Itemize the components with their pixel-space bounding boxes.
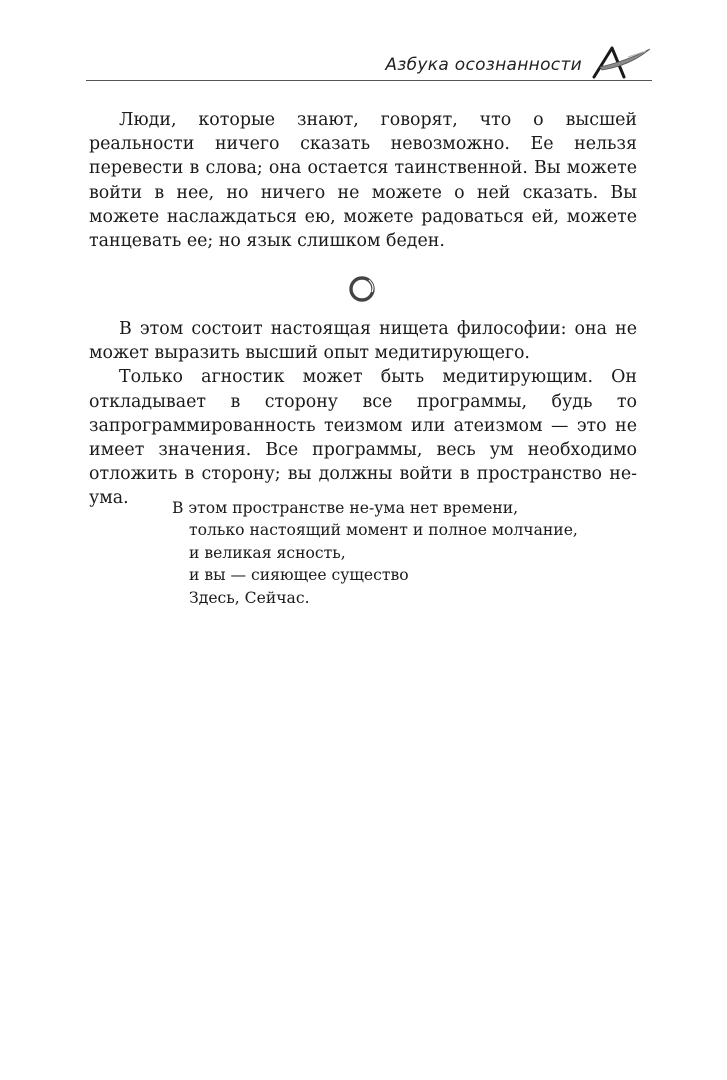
- book-logo-letter-a-icon: [588, 45, 652, 79]
- verse-line: Здесь, Сейчас.: [189, 588, 310, 607]
- verse-block: [172, 497, 632, 609]
- paragraph: В этом состоит настоящая нищета философии: она не может выразить высший опыт медитирующего.: [89, 319, 637, 364]
- circle-ornament-icon: [347, 274, 377, 304]
- verse-line: и великая ясность,: [189, 543, 346, 562]
- header-rule: [86, 80, 652, 81]
- paragraph: Только агностик может быть медитирующим. Он откладывает в сторону все программы, будь то запрограммированность теизмом или атеизмом — это не имеет значения. Все программы, весь ум необходимо отложить в сторону; вы должны войти в пространство не-ума.: [89, 367, 637, 509]
- verse-line: В этом пространстве не-ума нет времени,: [172, 499, 519, 517]
- verse-line: и вы — сияющее существо: [189, 566, 409, 585]
- text-block-bottom: [89, 317, 637, 511]
- verse-line: только настоящий момент и полное молчание,: [189, 521, 578, 540]
- text-block-top: [89, 108, 637, 253]
- paragraph: Люди, которые знают, говорят, что о высшей реальности ничего сказать невозможно. Ее нельзя перевести в слова; она остается таинственной. Вы можете войти в нее, но ничего не можете о ней сказать. Вы можете наслаждаться ею, можете радоваться ей, можете танцевать ее; но язык слишком беден.: [89, 110, 637, 252]
- running-header-title: Азбука осознанности: [385, 55, 582, 75]
- running-header: [86, 45, 652, 81]
